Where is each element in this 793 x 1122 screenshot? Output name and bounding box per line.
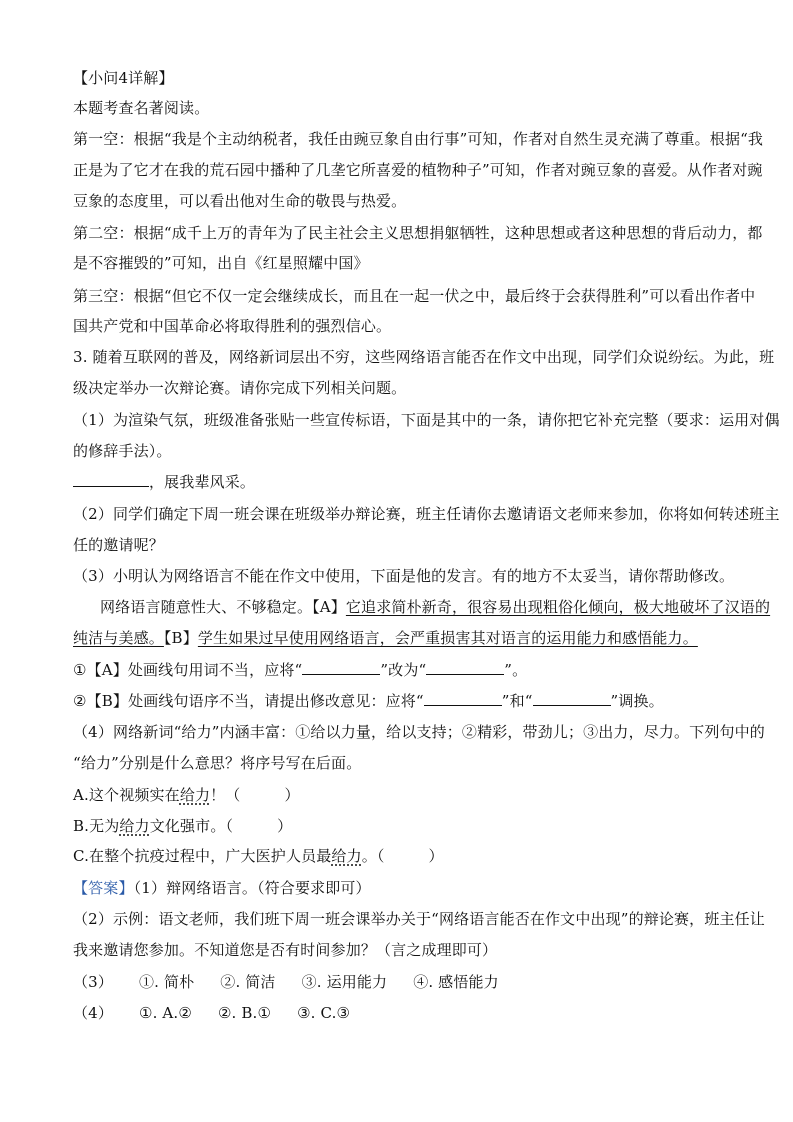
answer-4-item: ③. C.③ [297, 1004, 351, 1022]
answer-4-item: ②. B.① [217, 1004, 272, 1022]
answer-3 [73, 972, 733, 992]
answer-2-line1: （2）示例：语文老师，我们班下周一班会课举办关于“网络语言能否在作文中出现”的辩论赛，班主任让 [73, 910, 765, 928]
option-a-post: ！（ [210, 786, 241, 804]
blank3-line2: 国共产党和中国革命必将取得胜利的强烈信心。 [73, 317, 392, 335]
option-a [73, 785, 733, 805]
item2-pre: ②【B】处画线句语序不当，请提出修改意见：应将“ [73, 692, 424, 710]
blank1-line2: 正是为了它才在我的荒石园中播种了几垄它所喜爱的植物种子”可知，作者对豌豆象的喜爱。从作者对豌 [73, 161, 763, 179]
question-3-line1: 3. 随着互联网的普及，网络新词层出不穷，这些网络语言能否在作文中出现，同学们众说纷纭。为此，班 [73, 348, 775, 366]
answer-1-text: （1）辩网络语言。（符合要求即可） [133, 879, 371, 897]
blank2-line2: 是不容摧毁的”可知，出自《红星照耀中国》 [73, 254, 369, 272]
question-3-3-item1 [73, 660, 733, 680]
item2-post: ”调换。 [610, 692, 664, 710]
option-a-keyword: 给力 [179, 786, 211, 804]
blank1-line3: 豆象的态度里，可以看出他对生命的敬畏与热爱。 [73, 192, 407, 210]
item2-mid: ”和“ [501, 692, 533, 710]
blank2-line1: 第二空：根据“成千上万的青年为了民主社会主义思想捐躯牺牲，这种思想或者这种思想的背后动力，都 [73, 224, 763, 242]
blank3-line1: 第三空：根据“但它不仅一定会继续成长，而且在一起一伏之中，最后终于会获得胜利”可以看出作者中 [73, 287, 756, 305]
question-3-2-line2: 任的邀请呢？ [73, 536, 164, 554]
question-3-4-line1: （4）网络新词“给力”内涵丰富：①给以力量，给以支持；②精彩，带劲儿；③出力，尽力。下列句中的 [73, 723, 765, 741]
mark-b: 【B】 [163, 629, 198, 647]
answer-3-item: ③. 运用能力 [301, 973, 388, 991]
answer-3-item: ①. 简朴 [139, 973, 195, 991]
intro-text: 本题考查名著阅读。 [73, 99, 210, 117]
option-a-pre: A.这个视频实在 [73, 786, 180, 804]
item1-blank2 [426, 660, 504, 675]
item2-blank2 [533, 691, 611, 706]
item2-blank1 [424, 691, 502, 706]
item1-blank1 [302, 660, 380, 675]
section-title: 【小问4详解】 [73, 69, 174, 87]
answer-tag: 【答案】 [73, 879, 134, 897]
option-b-pre: B.无为 [73, 817, 120, 835]
option-c-keyword: 给力 [331, 847, 362, 865]
option-b-keyword: 给力 [119, 817, 150, 835]
speech-line1 [100, 597, 771, 617]
question-3-line2: 级决定举办一次辩论赛。请你完成下列相关问题。 [73, 379, 407, 397]
question-3-3-item2 [73, 691, 733, 711]
option-c-post: 。（ [361, 847, 385, 865]
answer-3-item: ④. 感悟能力 [413, 973, 499, 991]
underlined-sentence-b: 学生如果过早使用网络语言，会严重损害其对语言的运用能力和感悟能力。 [197, 629, 698, 647]
option-c-close: ） [428, 847, 444, 865]
answer-2-line2: 我来邀请您参加。不知道您是否有时间参加？（言之成理即可） [73, 941, 498, 959]
question-3-3-line1: （3）小明认为网络语言不能在作文中使用，下面是他的发言。有的地方不太妥当，请你帮助修改。 [73, 567, 735, 585]
answer-3-label: （3） [73, 973, 113, 991]
slogan-line [73, 472, 733, 492]
slogan-blank [73, 472, 149, 487]
item1-mid: ”改为“ [380, 661, 427, 679]
answer-4-label: （4） [73, 1004, 113, 1022]
underlined-sentence-a-cont: 纯洁与美感。 [73, 629, 164, 647]
option-b-post: 文化强市。（ [149, 817, 234, 835]
option-c-pre: C.在整个抗疫过程中，广大医护人员最 [73, 847, 332, 865]
question-3-1-line1: （1）为渲染气氛，班级准备张贴一些宣传标语，下面是其中的一条，请你把它补充完整（要求：运用对偶 [73, 411, 780, 429]
option-c [73, 846, 733, 866]
answer-4 [73, 1003, 733, 1023]
option-b [73, 816, 733, 836]
underlined-sentence-a: 它追求简朴新奇，很容易出现粗俗化倾向，极大地破坏了汉语的 [345, 598, 771, 616]
answer-3-item: ②. 简洁 [220, 973, 276, 991]
item1-post: ”。 [504, 661, 528, 679]
option-b-close: ） [277, 817, 293, 835]
answer-1 [73, 878, 733, 898]
question-3-4-line2: “给力”分别是什么意思？将序号写在后面。 [73, 754, 362, 772]
question-3-2-line1: （2）同学们确定下周一班会课在班级举办辩论赛，班主任请你去邀请语文老师来参加，你将如何转述班主 [73, 505, 780, 523]
blank1-line1: 第一空：根据“我是个主动纳税者，我任由豌豆象自由行事”可知，作者对自然生灵充满了尊重。根据“我 [73, 130, 764, 148]
answer-4-item: ①. A.② [139, 1004, 192, 1022]
question-3-1-line2: 的修辞手法）。 [73, 442, 172, 460]
mark-a: 【A】 [312, 598, 346, 616]
speech-line2 [73, 628, 733, 648]
slogan-tail: ，展我辈风采。 [149, 473, 256, 491]
option-a-close: ） [284, 786, 300, 804]
item1-pre: ①【A】处画线句用词不当，应将“ [73, 661, 303, 679]
speech-plain: 网络语言随意性大、不够稳定。 [100, 598, 313, 616]
